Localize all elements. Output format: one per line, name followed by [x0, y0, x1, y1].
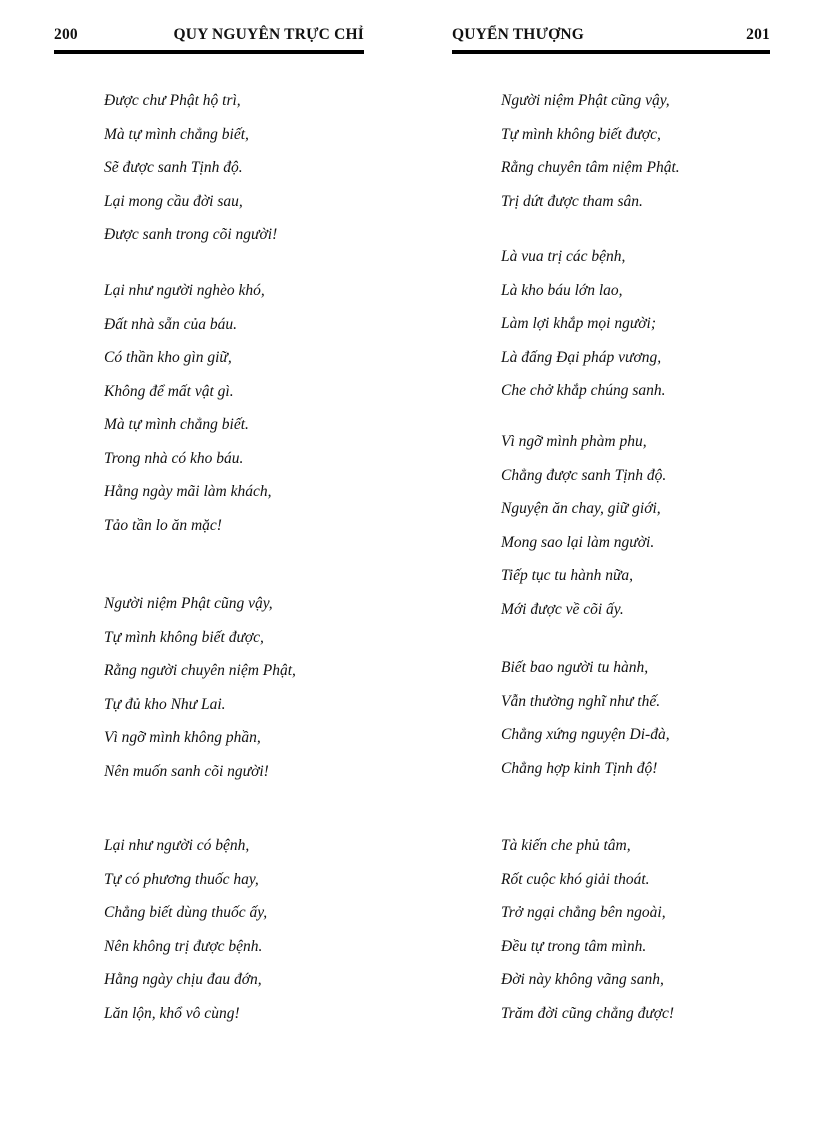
- stanza: [104, 274, 271, 542]
- verse-line: Có thần kho gìn giữ,: [104, 349, 232, 366]
- verse-line: Trở ngại chẳng bên ngoài,: [501, 904, 666, 921]
- verse-line: Là vua trị các bệnh,: [501, 248, 626, 265]
- verse-line: Mới được về cõi ấy.: [501, 600, 624, 618]
- verse-line: Người niệm Phật cũng vậy,: [501, 92, 670, 109]
- verse-line: Lại như người nghèo khó,: [104, 282, 265, 299]
- verse-line: Vì ngỡ mình không phần,: [104, 729, 261, 746]
- stanza: [104, 829, 267, 1030]
- verse-line: Lăn lộn, khổ vô cùng!: [104, 1004, 240, 1022]
- verse-line: Trong nhà có kho báu.: [104, 449, 244, 467]
- left-page-header: [54, 26, 364, 50]
- verse-line: Làm lợi khắp mọi người;: [501, 315, 657, 332]
- verse-line: Tà kiến che phủ tâm,: [501, 837, 631, 854]
- stanza: [501, 240, 666, 408]
- verse-line: Hằng ngày chịu đau đớn,: [104, 971, 262, 988]
- stanza: [501, 425, 666, 626]
- verse-line: Tảo tần lo ăn mặc!: [104, 516, 222, 534]
- verse-line: Mong sao lại làm người.: [501, 533, 655, 551]
- verse-line: Chẳng được sanh Tịnh độ.: [501, 466, 667, 484]
- verse-line: Tự mình không biết được,: [104, 628, 264, 646]
- right-page-header: [452, 26, 770, 50]
- verse-line: Là đấng Đại pháp vương,: [501, 348, 662, 366]
- verse-line: Là kho báu lớn lao,: [501, 281, 623, 299]
- verse-line: Người niệm Phật cũng vậy,: [104, 595, 273, 612]
- verse-line: Chẳng hợp kinh Tịnh độ!: [501, 759, 658, 777]
- verse-line: Hằng ngày mãi làm khách,: [104, 483, 272, 500]
- stanza: [501, 651, 670, 785]
- header-rule: [54, 50, 364, 54]
- stanza: [501, 84, 680, 218]
- verse-line: Rằng chuyên tâm niệm Phật.: [501, 159, 680, 176]
- verse-line: Rằng người chuyên niệm Phật,: [104, 662, 296, 679]
- verse-line: Không để mất vật gì.: [104, 382, 234, 400]
- verse-line: Đều tự trong tâm mình.: [501, 937, 647, 955]
- verse-line: Che chở khắp chúng sanh.: [501, 382, 666, 399]
- verse-line: Được sanh trong cõi người!: [104, 226, 278, 243]
- verse-line: Tự mình không biết được,: [501, 125, 661, 143]
- running-title: QUY NGUYÊN TRỰC CHỈ: [173, 26, 364, 43]
- verse-line: Mà tự mình chẳng biết.: [104, 416, 249, 433]
- verse-line: Tự đủ kho Như Lai.: [104, 695, 226, 713]
- verse-line: Đời này không vãng sanh,: [501, 971, 664, 988]
- page-number: 201: [746, 26, 770, 43]
- verse-line: Nên muốn sanh cõi người!: [104, 762, 269, 780]
- verse-line: Rốt cuộc khó giải thoát.: [501, 870, 650, 888]
- verse-line: Vẫn thường nghĩ như thế.: [501, 692, 661, 710]
- verse-line: Được chư Phật hộ trì,: [104, 92, 241, 109]
- verse-line: Tự có phương thuốc hay,: [104, 870, 259, 888]
- verse-line: Nên không trị được bệnh.: [104, 937, 263, 955]
- verse-line: Biết bao người tu hành,: [501, 659, 649, 676]
- verse-line: Trăm đời cũng chẳng được!: [501, 1004, 675, 1022]
- verse-line: Mà tự mình chẳng biết,: [104, 125, 249, 143]
- right-page: [408, 0, 816, 1123]
- running-title: QUYỂN THƯỢNG: [452, 26, 585, 43]
- stanza: [104, 84, 277, 252]
- verse-line: Nguyện ăn chay, giữ giới,: [501, 500, 661, 517]
- verse-line: Tiếp tục tu hành nữa,: [501, 567, 634, 584]
- verse-line: Sẽ được sanh Tịnh độ.: [104, 159, 243, 176]
- verse-line: Lại như người có bệnh,: [104, 837, 250, 854]
- stanza: [104, 587, 296, 788]
- verse-line: Vì ngỡ mình phàm phu,: [501, 433, 647, 450]
- header-rule: [452, 50, 770, 54]
- verse-line: Lại mong cầu đời sau,: [104, 192, 243, 210]
- verse-line: Chẳng xứng nguyện Di-đà,: [501, 726, 670, 743]
- verse-line: Chẳng biết dùng thuốc ấy,: [104, 904, 268, 921]
- stanza: [501, 829, 674, 1030]
- verse-line: Đất nhà sẵn của báu.: [104, 315, 238, 333]
- page-number: 200: [54, 26, 78, 43]
- verse-line: Trị dứt được tham sân.: [501, 192, 643, 210]
